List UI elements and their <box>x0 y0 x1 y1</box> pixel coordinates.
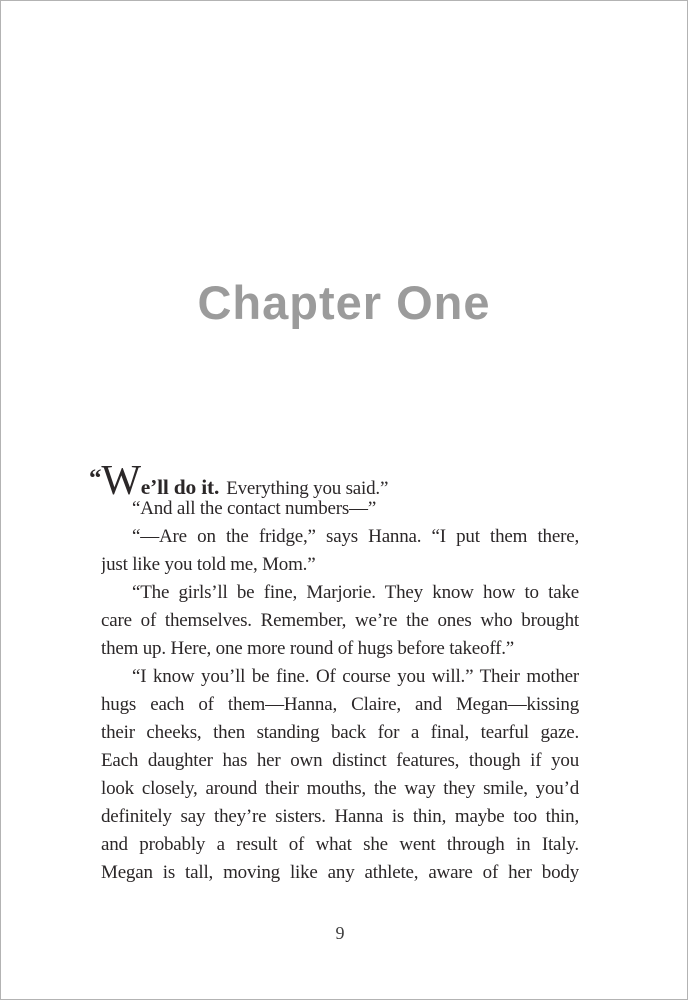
text-line: look closely, around their mouths, the way they smile, you’d <box>101 778 579 799</box>
page-number: 9 <box>335 923 345 943</box>
drop-cap-initial: W <box>101 458 141 504</box>
paragraph <box>101 663 579 887</box>
text-line: “—Are on the fridge,” says Hanna. “I put them there, <box>132 526 579 547</box>
text-line: Each daughter has her own distinct features, though if you <box>101 750 579 771</box>
text-line: Megan is tall, moving like any athlete, aware of her body <box>101 862 579 883</box>
opening-line <box>89 458 579 504</box>
paragraph <box>101 495 579 523</box>
text-line: them up. Here, one more round of hugs before takeoff.” <box>101 638 515 659</box>
text-line: just like you told me, Mom.” <box>101 554 316 575</box>
text-line: hugs each of them—Hanna, Claire, and Megan—kissing <box>101 694 579 715</box>
text-line: care of themselves. Remember, we’re the ones who brought <box>101 610 579 631</box>
opening-lead-bold: e’ll do it. <box>140 475 220 499</box>
body-paragraphs <box>101 495 579 887</box>
text-line: their cheeks, then standing back for a final, tearful gaze. <box>101 722 579 743</box>
chapter-title: Chapter One <box>197 276 491 329</box>
text-line: “The girls’ll be fine, Marjorie. They know how to take <box>132 582 579 603</box>
text-line: and probably a result of what she went through in Italy. <box>101 834 579 855</box>
opening-quote-mark: “ <box>89 465 102 492</box>
text-line: “I know you’ll be fine. Of course you will.” Their mother <box>132 666 579 687</box>
text-line: definitely say they’re sisters. Hanna is thin, maybe too thin, <box>101 806 579 827</box>
text-line: “And all the contact numbers—” <box>132 498 377 519</box>
opening-rest-text: Everything you said.” <box>226 478 389 499</box>
page-text <box>89 458 579 887</box>
paragraph <box>101 579 579 663</box>
paragraph <box>101 523 579 579</box>
